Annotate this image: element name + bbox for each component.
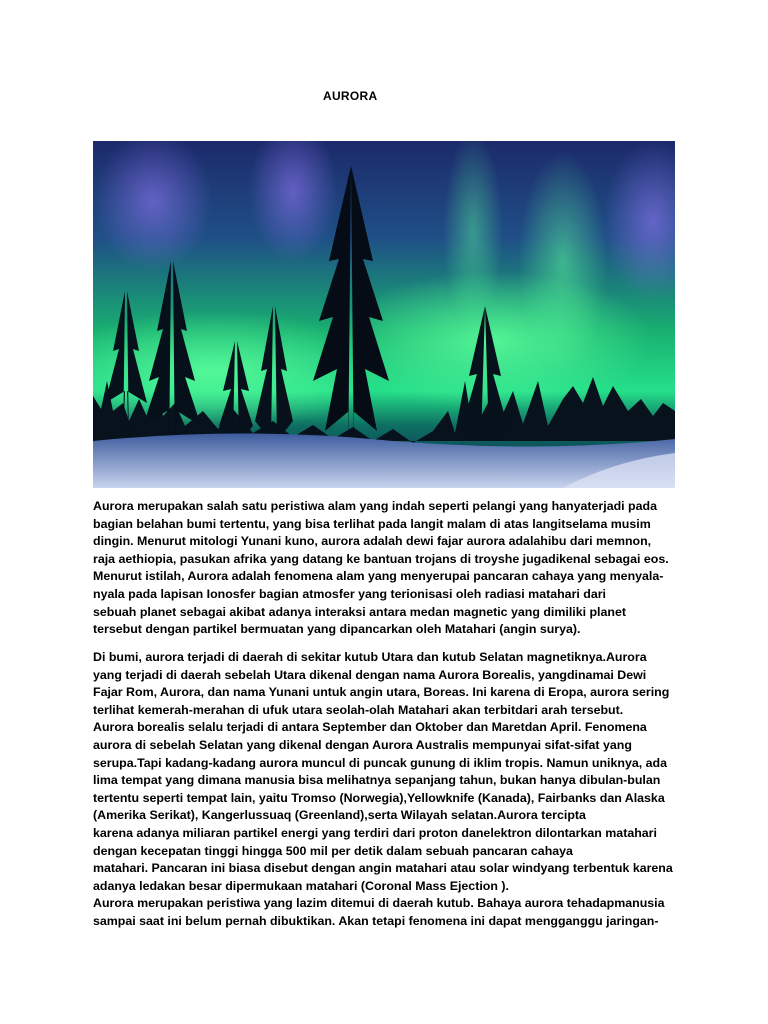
paragraph-1 <box>93 498 683 639</box>
text-line: yang terjadi di daerah sebelah Utara dikenal dengan nama Aurora Borealis, yangdinamai Dewi <box>93 667 647 682</box>
text-line: Menurut istilah, Aurora adalah fenomena alam yang menyerupai pancaran cahaya yang menyala- <box>93 569 664 584</box>
text-line: dingin. Menurut mitologi Yunani kuno, aurora adalah dewi fajar aurora adalahibu dari memnon, <box>93 534 652 549</box>
text-line: sebuah planet sebagai akibat adanya interaksi antara medan magnetic yang dimiliki planet <box>93 604 626 619</box>
text-line: Di bumi, aurora terjadi di daerah di sekitar kutub Utara dan kutub Selatan magnetiknya.Aurora <box>93 650 647 664</box>
text-line: matahari. Pancaran ini biasa disebut dengan angin matahari atau solar windyang terbentuk karena <box>93 861 673 876</box>
text-line: (Amerika Serikat), Kangerlussuaq (Greenland),serta Wilayah selatan.Aurora tercipta <box>93 808 586 823</box>
text-line: aurora di sebelah Selatan yang dikenal dengan Aurora Australis mempunyai sifat-sifat yang <box>93 737 632 752</box>
text-line: dengan kecepatan tinggi hingga 500 mil per detik dalam sebuah pancaran cahaya <box>93 843 573 858</box>
text-line: terlihat kemerah-merahan di ufuk utara seolah-olah Matahari akan terbitdari arah tersebut. <box>93 702 624 717</box>
text-line: nyala pada lapisan Ionosfer bagian atmosfer yang terionisasi oleh radiasi matahari dari <box>93 586 607 601</box>
text-line: Aurora merupakan salah satu peristiwa alam yang indah seperti pelangi yang hanyaterjadi pada <box>93 499 657 513</box>
text-line: tertentu seperti tempat lain, yaitu Tromso (Norwegia),Yellowknife (Kanada), Fairbanks dan Alaska <box>93 790 665 805</box>
text-line: Fajar Rom, Aurora, dan nama Yunani untuk angin utara, Boreas. Ini karena di Eropa, aurora sering <box>93 685 670 700</box>
text-line: raja aethiopia, pasukan afrika yang datang ke bantuan trojans di troyshe jugadikenal sebagai eos. <box>93 551 669 566</box>
text-line: serupa.Tapi kadang-kadang aurora muncul di puncak gunung di iklim tropis. Namun uniknya, ada <box>93 755 667 770</box>
text-line: karena adanya miliaran partikel energi yang terdiri dari proton danelektron dilontarkan matahari <box>93 825 657 840</box>
aurora-photo <box>93 141 675 488</box>
paragraph-2 <box>93 649 683 931</box>
text-line: Aurora borealis selalu terjadi di antara September dan Oktober dan Maretdan April. Fenomena <box>93 720 647 735</box>
text-line: bagian belahan bumi tertentu, yang bisa terlihat pada langit malam di atas langitselama musim <box>93 516 651 531</box>
text-line: lima tempat yang dimana manusia bisa melihatnya sepanjang tahun, bukan hanya dibulan-bulan <box>93 773 661 788</box>
text-line: tersebut dengan partikel bermuatan yang dipancarkan oleh Matahari (angin surya). <box>93 622 581 637</box>
text-line: adanya ledakan besar dipermukaan matahari (Coronal Mass Ejection ). <box>93 878 509 893</box>
text-line: Aurora merupakan peristiwa yang lazim ditemui di daerah kutub. Bahaya aurora tehadapmanusia <box>93 896 665 911</box>
document-title: AURORA <box>323 89 378 103</box>
text-line: sampai saat ini belum pernah dibuktikan. Akan tetapi fenomena ini dapat mengganggu jaringan- <box>93 913 659 928</box>
